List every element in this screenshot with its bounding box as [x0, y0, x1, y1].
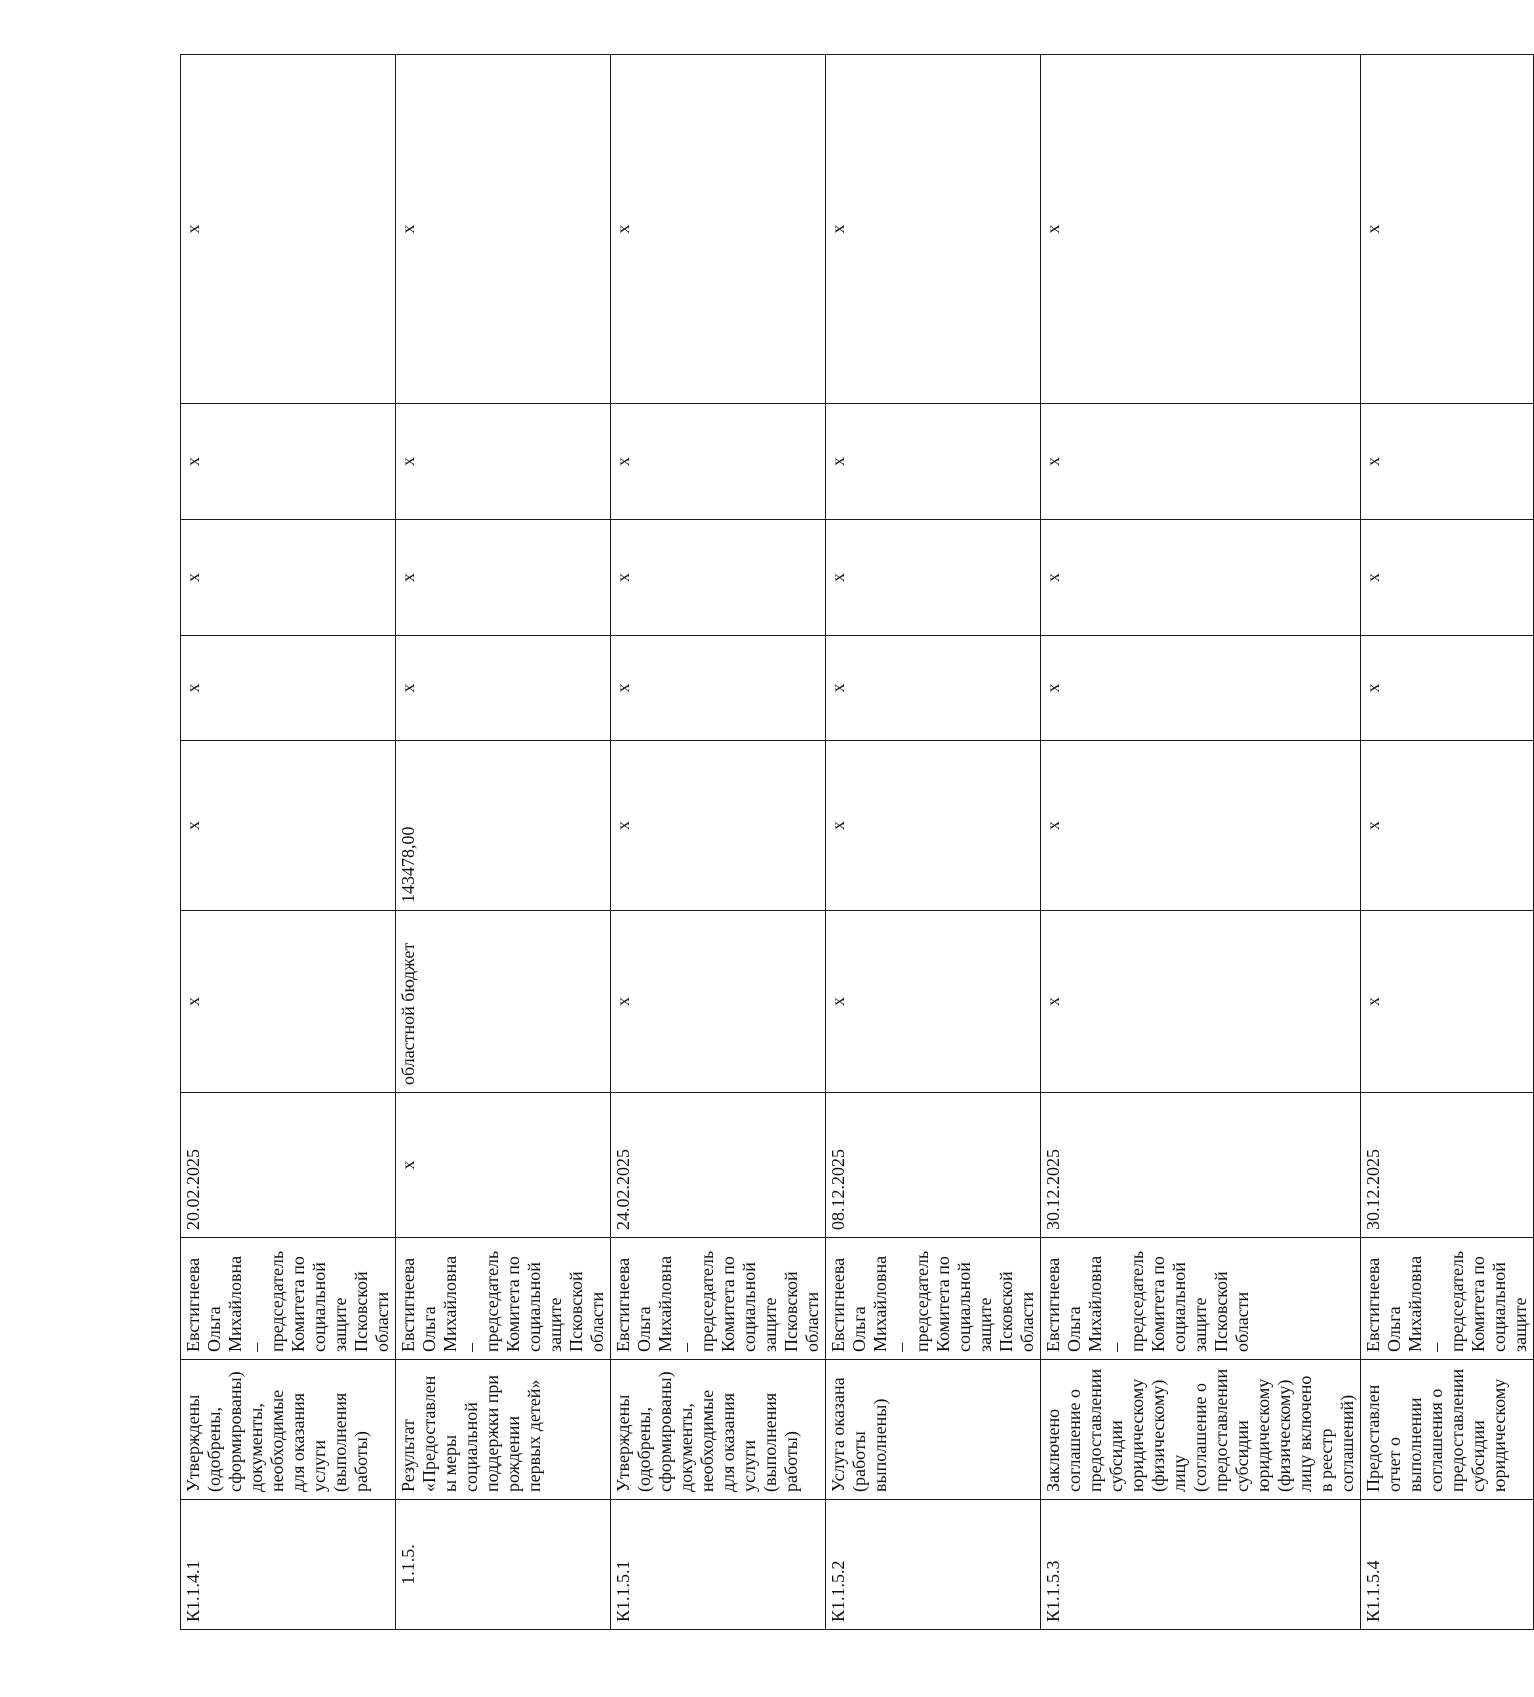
row-responsible: Евстигнеева Ольга Михайловна – председатель Комитета по социальной защите Псковской области — [181, 1238, 396, 1360]
rotated-table-wrapper — [180, 55, 1530, 1630]
row-col8: х — [826, 520, 1041, 636]
table-row — [1361, 55, 1534, 1630]
row-col9: х — [1361, 404, 1534, 520]
row-col10: х — [1361, 55, 1534, 404]
row-col8: х — [396, 520, 611, 636]
row-name: Утверждены (одобрены, сформированы) документы, необходимые для оказания услуги (выполнения работы) — [181, 1360, 396, 1500]
row-responsible: Евстигнеева Ольга Михайловна – председатель Комитета по социальной защите Псковской области — [396, 1238, 611, 1360]
row-col10: х — [396, 55, 611, 404]
row-responsible: Евстигнеева Ольга Михайловна – председатель Комитета по социальной защите Псковской области — [1041, 1238, 1361, 1360]
plan-table — [180, 54, 1534, 1630]
row-name: Заключено соглашение о предоставлении субсидии юридическому (физическому) лицу (соглашение о предоставлении субсидии юридическому (физическому) лицу включено в реестр соглашений) — [1041, 1360, 1361, 1500]
row-col7: х — [1361, 636, 1534, 741]
row-col8: х — [181, 520, 396, 636]
row-responsible: Евстигнеева Ольга Михайловна – председатель Комитета по социальной защите Псковской области — [611, 1238, 826, 1360]
row-col10: х — [826, 55, 1041, 404]
row-col7: х — [181, 636, 396, 741]
row-col10: х — [611, 55, 826, 404]
row-amount: х — [1041, 741, 1361, 911]
table-row — [826, 55, 1041, 1630]
row-amount: х — [181, 741, 396, 911]
row-name: Утверждены (одобрены, сформированы) документы, необходимые для оказания услуги (выполнения работы) — [611, 1360, 826, 1500]
row-col8: х — [611, 520, 826, 636]
row-code: 1.1.5. — [396, 1500, 611, 1630]
row-date: 20.02.2025 — [181, 1093, 396, 1238]
row-amount: х — [1361, 741, 1534, 911]
row-col7: х — [826, 636, 1041, 741]
row-source: х — [181, 911, 396, 1093]
row-source: х — [1041, 911, 1361, 1093]
row-responsible: Евстигнеева Ольга Михайловна – председатель Комитета по социальной защите Псковской области — [826, 1238, 1041, 1360]
row-col10: х — [181, 55, 396, 404]
row-code: К1.1.5.3 — [1041, 1500, 1361, 1630]
row-amount: 143478,00 — [396, 741, 611, 911]
table-row — [396, 55, 611, 1630]
row-col7: х — [1041, 636, 1361, 741]
row-source: х — [611, 911, 826, 1093]
table-row — [1041, 55, 1361, 1630]
row-col10: х — [1041, 55, 1361, 404]
row-name: Результат «Предоставлены меры социальной поддержки при рождении первых детей» — [396, 1360, 611, 1500]
table-row — [181, 55, 396, 1630]
row-code: К1.1.5.4 — [1361, 1500, 1534, 1630]
row-date: 30.12.2025 — [1361, 1093, 1534, 1238]
row-col9: х — [826, 404, 1041, 520]
row-date: 08.12.2025 — [826, 1093, 1041, 1238]
row-col8: х — [1361, 520, 1534, 636]
row-date: 24.02.2025 — [611, 1093, 826, 1238]
row-name: Предоставлен отчет о выполнении соглашения о предоставлении субсидии юридическому — [1361, 1360, 1534, 1500]
row-code: К1.1.4.1 — [181, 1500, 396, 1630]
row-code: К1.1.5.2 — [826, 1500, 1041, 1630]
row-code: К1.1.5.1 — [611, 1500, 826, 1630]
row-col9: х — [1041, 404, 1361, 520]
row-date: х — [396, 1093, 611, 1238]
row-amount: х — [611, 741, 826, 911]
row-col9: х — [611, 404, 826, 520]
row-name: Услуга оказана (работы выполнены) — [826, 1360, 1041, 1500]
row-amount: х — [826, 741, 1041, 911]
row-col9: х — [181, 404, 396, 520]
row-date: 30.12.2025 — [1041, 1093, 1361, 1238]
table-row — [611, 55, 826, 1630]
row-responsible: Евстигнеева Ольга Михайловна – председатель Комитета по социальной защите — [1361, 1238, 1534, 1360]
row-col8: х — [1041, 520, 1361, 636]
row-col7: х — [396, 636, 611, 741]
row-source: х — [1361, 911, 1534, 1093]
row-col7: х — [611, 636, 826, 741]
row-source: х — [826, 911, 1041, 1093]
row-col9: х — [396, 404, 611, 520]
row-source: областной бюджет — [396, 911, 611, 1093]
